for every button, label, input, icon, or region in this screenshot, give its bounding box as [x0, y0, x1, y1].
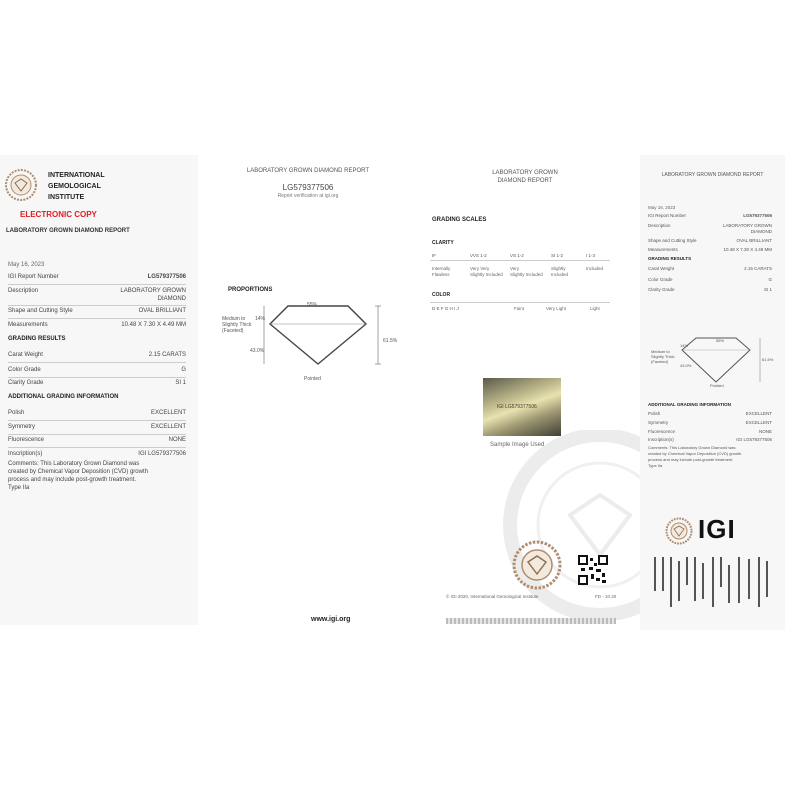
clarity-grade: I 1-3 [586, 253, 596, 258]
comments-line: Comments: This Laboratory Grown Diamond was [8, 461, 140, 467]
clarity-scale-line [430, 260, 610, 261]
left-report-title: LABORATORY GROWN DIAMOND REPORT [6, 228, 130, 234]
clarity-grade: VS 1-2 [510, 253, 524, 258]
divider [8, 318, 186, 319]
color-desc: Light [590, 306, 600, 311]
field-value: LG579377506 [147, 274, 186, 280]
right-grading-row [648, 266, 772, 274]
field-label: Inscription(s) [8, 451, 43, 457]
field-label: Shape and Cutting Style [648, 238, 697, 243]
website-link[interactable]: www.igi.org [311, 616, 351, 623]
grading-results-title: GRADING RESULTS [8, 336, 66, 342]
right-additional-row [648, 429, 772, 437]
electronic-copy-label: ELECTRONIC COPY [20, 210, 97, 219]
org-name-line-3: INSTITUTE [48, 194, 85, 201]
left-grading-row [8, 380, 186, 389]
total-depth-percent: 61.5% [383, 338, 398, 344]
field-label: Polish [648, 411, 661, 416]
field-value: OVAL BRILLIANT [736, 238, 772, 243]
sample-inscription-image [483, 378, 561, 436]
pavilion-percent: 43.0% [250, 348, 265, 354]
left-field-row [8, 322, 186, 331]
right-report-date: May 16, 2023 [648, 205, 676, 210]
right-comments-line: Type IIa [648, 463, 663, 468]
field-value: IGI LG579377506 [736, 437, 772, 442]
field-label: Inscription(s) [648, 437, 674, 442]
left-additional-row [8, 424, 186, 433]
color-scale-line [430, 302, 610, 303]
divider [8, 434, 186, 435]
left-grading-row [8, 352, 186, 361]
right-comments-line: created by Chemical Vapor Deposition (CVD) growth [648, 451, 742, 456]
field-label: Fluorescence [648, 429, 676, 434]
field-value: LG579377506 [743, 213, 772, 218]
left-additional-row [8, 451, 186, 460]
center-report-number: LG579377506 [282, 183, 334, 192]
proportions-diagram [250, 296, 400, 388]
field-value: DIAMOND [750, 229, 772, 234]
field-label: Measurements [8, 322, 48, 328]
right-field-row [648, 238, 772, 246]
clarity-desc: Slightly [551, 266, 566, 271]
field-value: EXCELLENT [150, 424, 186, 430]
right-field-row [648, 213, 772, 221]
divider [8, 377, 186, 378]
right-igi-seal [665, 517, 693, 545]
field-label: Shape and Cutting Style [8, 308, 73, 314]
field-label: Description [8, 288, 39, 294]
left-field-row [8, 274, 186, 283]
clarity-grade: VVS 1-2 [470, 253, 487, 258]
color-letters: D E F G H I J [432, 306, 459, 311]
divider [8, 305, 186, 306]
right-depth-percent: 61.5% [762, 357, 774, 362]
left-additional-row [8, 410, 186, 419]
right-culet-label: Pointed [710, 383, 724, 388]
field-value: LABORATORY GROWN [722, 223, 772, 228]
field-label: IGI Report Number [648, 213, 687, 218]
right-grading-title: GRADING RESULTS [648, 256, 692, 261]
clarity-desc: Internally [432, 266, 451, 271]
divider [8, 447, 186, 448]
field-value: NONE [168, 437, 186, 443]
center-report-header: LABORATORY GROWN DIAMOND REPORT [246, 168, 370, 174]
right-crown-percent: 14% [680, 343, 689, 348]
field-value: EXCELLENT [745, 420, 772, 425]
field-value: SI 1 [175, 380, 186, 386]
right-additional-title: ADDITIONAL GRADING INFORMATION [648, 402, 731, 407]
org-name-line-1: INTERNATIONAL [48, 172, 105, 179]
field-label: Polish [8, 410, 25, 416]
igi-brand-logo: IGI [698, 514, 736, 544]
field-label: Carat Weight [8, 352, 43, 358]
field-label: Fluorescence [8, 437, 45, 443]
right-grading-row [648, 277, 772, 285]
field-value: IGI LG579377506 [138, 451, 186, 457]
field-label: Clarity Grade [8, 380, 44, 386]
right-comments-line: Comments: This Laboratory Grown Diamond was [648, 445, 736, 450]
right-additional-row [648, 437, 772, 445]
girdle-label-line: Medium to [222, 316, 246, 322]
field-value: DIAMOND [157, 296, 186, 302]
comments-line: Type IIa [8, 485, 30, 491]
right-pavilion-percent: 43.0% [680, 363, 692, 368]
field-value: 10.48 X 7.30 X 4.49 MM [121, 322, 186, 328]
report-verification: Report verification at igi.org [277, 193, 339, 199]
clarity-desc: Flawless [432, 272, 450, 277]
divider [8, 284, 186, 285]
left-field-row [8, 296, 186, 305]
igi-gold-seal [512, 540, 562, 590]
clarity-desc: Included [551, 272, 569, 277]
scales-header-line-1: LABORATORY GROWN [492, 170, 558, 176]
clarity-desc: Slightly Included [470, 272, 503, 277]
right-additional-row [648, 420, 772, 428]
field-label: Carat Weight [648, 266, 675, 271]
field-value: LABORATORY GROWN [120, 288, 186, 294]
right-field-row [648, 247, 772, 255]
girdle-label-line: (Faceted) [222, 328, 244, 334]
comments-line: created by Chemical Vapor Deposition (CVD) growth [8, 469, 148, 475]
proportions-title: PROPORTIONS [228, 287, 273, 293]
right-girdle-label: Medium to Slightly Thick (Faceted) [651, 349, 675, 364]
culet-label: Pointed [304, 376, 321, 382]
additional-grading-title: ADDITIONAL GRADING INFORMATION [8, 394, 119, 400]
field-value: G [768, 277, 772, 282]
sample-image-caption: Sample Image Used [490, 442, 545, 448]
field-value: G [181, 367, 186, 373]
igi-seal-logo [4, 168, 38, 202]
field-value: 2.15 CARATS [744, 266, 772, 271]
clarity-grade: IF [432, 253, 436, 258]
field-value: 2.15 CARATS [148, 352, 186, 358]
right-additional-row [648, 411, 772, 419]
field-label: Description [648, 223, 671, 228]
clarity-desc: Very Very [470, 266, 490, 271]
org-name-line-2: GEMOLOGICAL [48, 183, 101, 190]
field-label: IGI Report Number [8, 274, 59, 280]
clarity-title: CLARITY [432, 240, 454, 246]
girdle-label-line: Slightly Thick [222, 322, 252, 328]
security-strip [446, 618, 616, 624]
field-label: Color Grade [648, 277, 673, 282]
field-value: NONE [758, 429, 772, 434]
field-label: Clarity Grade [648, 287, 675, 292]
grading-scales-title: GRADING SCALES [432, 217, 487, 223]
crown-percent: 14% [255, 316, 266, 322]
qr-code[interactable] [578, 555, 608, 585]
report-barcode-block [652, 555, 778, 625]
left-additional-row [8, 437, 186, 446]
scales-header-line-2: DIAMOND REPORT [497, 178, 553, 184]
field-label: Symmetry [8, 424, 35, 430]
right-report-header: LABORATORY GROWN DIAMOND REPORT [661, 172, 764, 178]
copyright-notice: © IGI 2020, International Gemological Institute [446, 594, 539, 599]
color-title: COLOR [432, 292, 451, 298]
clarity-desc: Slightly Included [510, 272, 543, 277]
right-table-percent: 55% [716, 338, 725, 343]
right-grading-row [648, 287, 772, 295]
left-field-row [8, 308, 186, 317]
field-label: Symmetry [648, 420, 669, 425]
form-code: FD - 10.20 [595, 594, 617, 599]
field-value: OVAL BRILLIANT [138, 308, 186, 314]
divider [8, 420, 186, 421]
field-value: EXCELLENT [150, 410, 186, 416]
clarity-grade: SI 1-2 [551, 253, 564, 258]
divider [8, 362, 186, 363]
field-value: EXCELLENT [745, 411, 772, 416]
color-desc: Faint [514, 306, 525, 311]
field-value: SI 1 [763, 287, 772, 292]
color-desc: Very Light [546, 306, 567, 311]
left-grading-row [8, 367, 186, 376]
clarity-desc: Very [510, 266, 520, 271]
left-report-panel [0, 155, 198, 625]
right-field-row [648, 229, 772, 237]
sample-inscription-text: IGI LG579377506 [497, 404, 537, 410]
comments-line: process and may include post-growth treatment. [8, 477, 137, 483]
field-value: 10.48 X 7.30 X 4.49 MM [723, 247, 772, 252]
table-percent: 55% [307, 302, 318, 308]
right-comments-line: process and may include post-growth treatment. [648, 457, 734, 462]
field-label: Color Grade [8, 367, 41, 373]
left-report-date: May 16, 2023 [8, 262, 45, 268]
clarity-desc: Included [586, 266, 604, 271]
field-label: Measurements [648, 247, 678, 252]
